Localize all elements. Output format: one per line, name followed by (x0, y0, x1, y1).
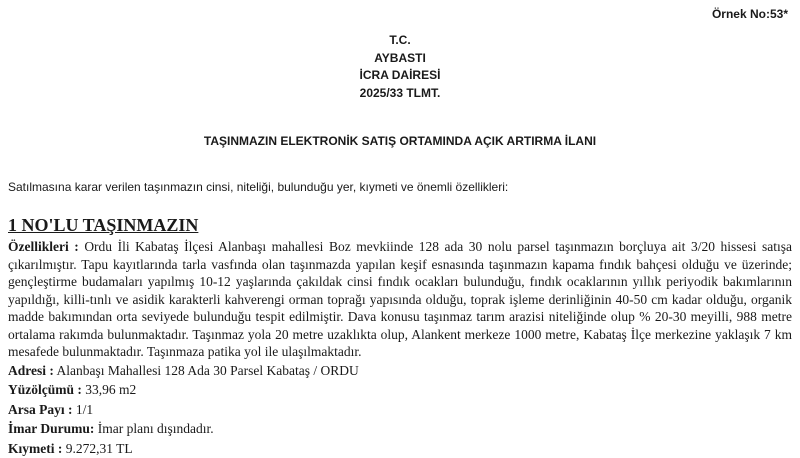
address-value: Alanbaşı Mahallesi 128 Ada 30 Parsel Kabataş / ORDU (57, 363, 359, 378)
property-address (8, 361, 792, 381)
property-value (8, 439, 792, 458)
court-header (0, 32, 800, 102)
notice-title: TAŞINMAZIN ELEKTRONİK SATIŞ ORTAMINDA AÇIK ARTIRMA İLANI (0, 134, 800, 148)
intro-text: Satılmasına karar verilen taşınmazın cinsi, niteliği, bulunduğu yer, kıymeti ve önemli özellikleri: (8, 180, 792, 194)
features-text: Ordu İli Kabataş İlçesi Alanbaşı mahallesi Boz mevkiinde 128 ada 30 nolu parsel taşınmazın borçluya ait 3/20 hissesi satışa çıkarılmıştır. Tapu kayıtlarında tarla vasfında olan taşınmazda yapılan keşif esnasında taşınmazın kapama fındık bahçesi olduğu ve üzerinde; gençleştirme budamaları yapılmış 10-12 yaşlarında çakıldak cinsi fındık ocakları bulunduğu, fındık ocaklarının yıllık periyodik bakımlarının yapıldığı, killi-tınlı ve asidik karakterli kahverengi orman toprağı yapısında olduğu, toprak işleme derinliğinin 40-50 cm kadar olduğu, organik madde bakımından orta seviyede bulunduğu tespit edilmiştir. Dava konusu taşınmaz tarım arazisi niteliğinde olup % 20-30 meyilli, 988 metre ortalama rakımda bulunmaktadır. Taşınmaz yola 20 metre uzaklıkta olup, Alankent merkeze 1000 metre, Kabataş İlçe merkezine yaklaşık 7 km mesafede bulunmaktadır. Taşınmaza patika yol ile ulaşılmaktadır. (8, 239, 792, 359)
sample-number: Örnek No:53* (712, 7, 788, 21)
features-label: Özellikleri : (8, 239, 79, 254)
area-label: Yüzölçümü : (8, 382, 82, 397)
property-zoning (8, 419, 792, 439)
header-city: AYBASTI (0, 50, 800, 68)
property-heading: 1 NO'LU TAŞINMAZIN (8, 214, 792, 236)
share-value: 1/1 (76, 402, 93, 417)
value-amount: 9.272,31 TL (66, 441, 133, 456)
property-area (8, 380, 792, 400)
address-label: Adresi : (8, 363, 54, 378)
header-file-no: 2025/33 TLMT. (0, 85, 800, 103)
share-label: Arsa Payı : (8, 402, 73, 417)
header-office: İCRA DAİRESİ (0, 67, 800, 85)
property-features (8, 238, 792, 361)
zoning-label: İmar Durumu: (8, 421, 94, 436)
value-label: Kıymeti : (8, 441, 62, 456)
zoning-value: İmar planı dışındadır. (98, 421, 214, 436)
header-tc: T.C. (0, 32, 800, 50)
property-section (8, 214, 792, 458)
property-share (8, 400, 792, 420)
area-value: 33,96 m2 (85, 382, 136, 397)
